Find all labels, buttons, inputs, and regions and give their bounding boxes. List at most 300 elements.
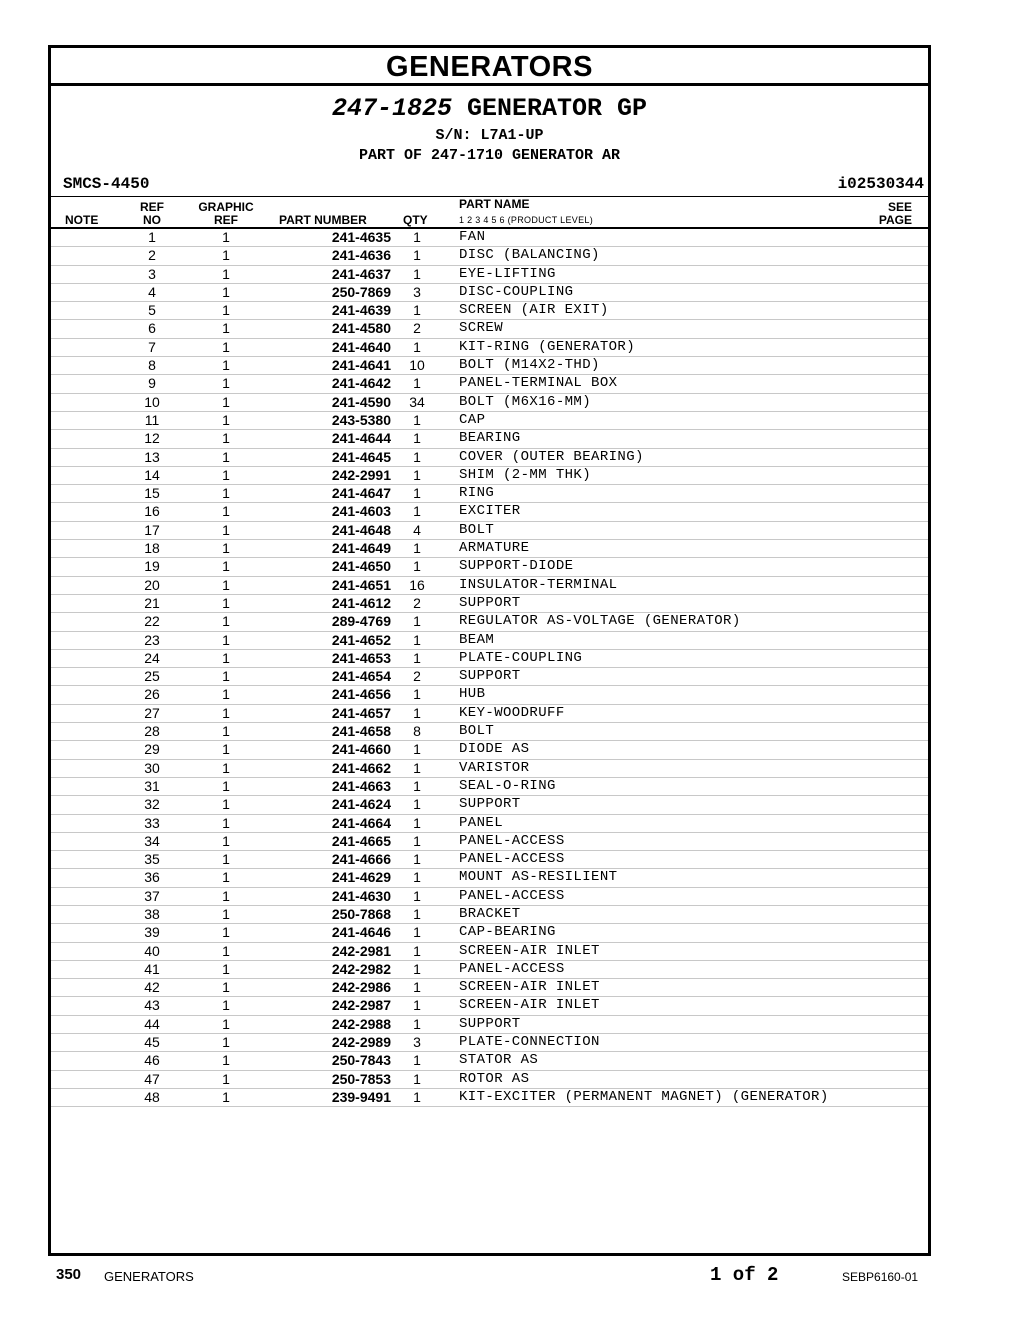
quantity: 1 [413, 869, 421, 886]
quantity: 1 [413, 1052, 421, 1069]
quantity: 1 [413, 448, 421, 465]
header-see-bottom: PAGE [878, 213, 912, 227]
table-row [51, 430, 928, 448]
quantity: 1 [413, 924, 421, 941]
table-row [51, 668, 928, 686]
part-name: KIT-RING (GENERATOR) [459, 338, 636, 355]
table-row [51, 1089, 928, 1107]
ref-number: 41 [144, 960, 160, 977]
quantity: 1 [413, 466, 421, 483]
part-name: PANEL-ACCESS [459, 960, 565, 977]
ref-number: 46 [144, 1052, 160, 1069]
ref-number: 42 [144, 979, 160, 996]
table-row [51, 979, 928, 997]
graphic-ref: 1 [222, 723, 230, 740]
part-number: 241-4629 [331, 869, 391, 886]
ref-number: 10 [144, 393, 160, 410]
quantity: 1 [413, 777, 421, 794]
graphic-ref: 1 [222, 777, 230, 794]
group-name: GENERATOR GP [467, 94, 648, 123]
part-name: ARMATURE [459, 540, 530, 557]
ref-number: 12 [144, 430, 160, 447]
table-row [51, 1016, 928, 1034]
graphic-ref: 1 [222, 485, 230, 502]
graphic-ref: 1 [222, 393, 230, 410]
part-number: 241-4650 [331, 558, 391, 575]
quantity: 1 [413, 375, 421, 392]
part-number: 241-4654 [331, 668, 391, 685]
part-number: 241-4624 [331, 796, 391, 813]
table-row [51, 943, 928, 961]
quantity: 1 [413, 851, 421, 868]
ref-number: 19 [144, 558, 160, 575]
quantity: 1 [413, 265, 421, 282]
graphic-ref: 1 [222, 759, 230, 776]
part-number: 241-4603 [331, 503, 391, 520]
table-row [51, 815, 928, 833]
graphic-ref: 1 [222, 741, 230, 758]
table-row [51, 375, 928, 393]
part-number: 242-2991 [331, 466, 391, 483]
graphic-ref: 1 [222, 796, 230, 813]
ref-number: 5 [148, 302, 156, 319]
part-number: 241-4647 [331, 485, 391, 502]
ref-number: 8 [148, 357, 156, 374]
quantity: 1 [413, 430, 421, 447]
part-name: DISC (BALANCING) [459, 247, 600, 264]
header-qty: QTY [403, 213, 428, 227]
part-name: SCREEN-AIR INLET [459, 997, 600, 1014]
part-number: 241-4641 [331, 357, 391, 374]
part-number: 241-4645 [331, 448, 391, 465]
table-row [51, 686, 928, 704]
ref-number: 9 [148, 375, 156, 392]
ref-number: 47 [144, 1070, 160, 1087]
part-name: SUPPORT [459, 1015, 521, 1032]
part-name: SCREEN-AIR INLET [459, 942, 600, 959]
graphic-ref: 1 [222, 1088, 230, 1105]
parts-table-body [51, 229, 928, 1107]
info-id: i02530344 [837, 175, 924, 193]
graphic-ref: 1 [222, 1052, 230, 1069]
ref-number: 22 [144, 613, 160, 630]
ref-number: 2 [148, 247, 156, 264]
graphic-ref: 1 [222, 686, 230, 703]
quantity: 16 [409, 576, 425, 593]
quantity: 8 [413, 723, 421, 740]
quantity: 1 [413, 997, 421, 1014]
part-name: PANEL [459, 814, 504, 831]
part-name: MOUNT AS-RESILIENT [459, 869, 618, 886]
footer-page-number: 350 [56, 1266, 82, 1283]
part-name: DISC-COUPLING [459, 283, 574, 300]
part-number: 241-4639 [331, 302, 391, 319]
quantity: 1 [413, 338, 421, 355]
quantity: 2 [413, 668, 421, 685]
table-row [51, 339, 928, 357]
ref-number: 16 [144, 503, 160, 520]
part-name: EXCITER [459, 503, 521, 520]
graphic-ref: 1 [222, 521, 230, 538]
part-name: BOLT (M14X2-THD) [459, 357, 600, 374]
table-row [51, 247, 928, 265]
document-frame [48, 45, 931, 1256]
graphic-ref: 1 [222, 430, 230, 447]
ref-number: 48 [144, 1088, 160, 1105]
graphic-ref: 1 [222, 704, 230, 721]
ref-number: 40 [144, 942, 160, 959]
part-number: 241-4666 [331, 851, 391, 868]
header-ref-top: REF [140, 200, 164, 214]
table-row [51, 558, 928, 576]
graphic-ref: 1 [222, 302, 230, 319]
part-name: SUPPORT [459, 796, 521, 813]
part-number: 241-4662 [331, 759, 391, 776]
group-title [51, 95, 928, 123]
part-name: BOLT [459, 521, 495, 538]
table-row [51, 284, 928, 302]
part-name: BEAM [459, 631, 495, 648]
part-name: INSULATOR-TERMINAL [459, 576, 618, 593]
part-name: SHIM (2-MM THK) [459, 466, 592, 483]
graphic-ref: 1 [222, 960, 230, 977]
table-row [51, 449, 928, 467]
part-number: 241-4635 [331, 229, 391, 245]
part-number: 241-4653 [331, 649, 391, 666]
table-row [51, 595, 928, 613]
table-row [51, 705, 928, 723]
quantity: 1 [413, 229, 421, 245]
part-number: 241-4636 [331, 247, 391, 264]
part-name: DIODE AS [459, 741, 530, 758]
part-number: 241-4663 [331, 777, 391, 794]
group-number: 247-1825 [331, 94, 452, 123]
part-number: 242-2986 [331, 979, 391, 996]
ref-number: 33 [144, 814, 160, 831]
table-row [51, 394, 928, 412]
part-name: CAP [459, 411, 486, 428]
part-number: 241-4642 [331, 375, 391, 392]
ref-number: 25 [144, 668, 160, 685]
part-number: 241-4657 [331, 704, 391, 721]
ref-number: 28 [144, 723, 160, 740]
ref-number: 29 [144, 741, 160, 758]
part-name: SEAL-O-RING [459, 777, 556, 794]
part-number: 250-7869 [331, 283, 391, 300]
table-row [51, 357, 928, 375]
header-ref-bottom: NO [143, 213, 161, 227]
quantity: 1 [413, 631, 421, 648]
graphic-ref: 1 [222, 338, 230, 355]
part-name: STATOR AS [459, 1052, 539, 1069]
graphic-ref: 1 [222, 283, 230, 300]
table-row [51, 906, 928, 924]
part-number: 241-4658 [331, 723, 391, 740]
part-number: 241-4630 [331, 887, 391, 904]
table-row [51, 796, 928, 814]
graphic-ref: 1 [222, 540, 230, 557]
part-name: RING [459, 485, 495, 502]
quantity: 1 [413, 759, 421, 776]
quantity: 1 [413, 540, 421, 557]
table-row [51, 229, 928, 247]
code-line [51, 172, 928, 196]
ref-number: 13 [144, 448, 160, 465]
part-number: 250-7868 [331, 905, 391, 922]
table-row [51, 302, 928, 320]
part-name: FAN [459, 229, 486, 245]
graphic-ref: 1 [222, 814, 230, 831]
ref-number: 3 [148, 265, 156, 282]
quantity: 1 [413, 1088, 421, 1105]
part-name: PANEL-ACCESS [459, 887, 565, 904]
part-name: PANEL-TERMINAL BOX [459, 375, 618, 392]
ref-number: 35 [144, 851, 160, 868]
part-number: 242-2989 [331, 1034, 391, 1051]
table-row [51, 632, 928, 650]
part-name: ROTOR AS [459, 1070, 530, 1087]
part-name: SUPPORT [459, 594, 521, 611]
part-of-line: PART OF 247-1710 GENERATOR AR [358, 147, 621, 164]
header-part-number: PART NUMBER [279, 213, 367, 227]
quantity: 1 [413, 814, 421, 831]
graphic-ref: 1 [222, 247, 230, 264]
ref-number: 21 [144, 594, 160, 611]
part-name: SUPPORT [459, 668, 521, 685]
ref-number: 37 [144, 887, 160, 904]
quantity: 1 [413, 649, 421, 666]
header-graphic-top: GRAPHIC [198, 200, 254, 214]
part-name: COVER (OUTER BEARING) [459, 448, 644, 465]
part-number: 242-2982 [331, 960, 391, 977]
quantity: 1 [413, 302, 421, 319]
quantity: 1 [413, 796, 421, 813]
graphic-ref: 1 [222, 1034, 230, 1051]
part-number: 289-4769 [331, 613, 391, 630]
part-name: KEY-WOODRUFF [459, 704, 565, 721]
quantity: 2 [413, 594, 421, 611]
graphic-ref: 1 [222, 1015, 230, 1032]
part-name: PLATE-CONNECTION [459, 1034, 600, 1051]
quantity: 1 [413, 979, 421, 996]
quantity: 34 [409, 393, 425, 410]
ref-number: 44 [144, 1015, 160, 1032]
ref-number: 30 [144, 759, 160, 776]
quantity: 4 [413, 521, 421, 538]
graphic-ref: 1 [222, 979, 230, 996]
graphic-ref: 1 [222, 924, 230, 941]
part-number: 241-4648 [331, 521, 391, 538]
part-number: 241-4646 [331, 924, 391, 941]
ref-number: 32 [144, 796, 160, 813]
table-row [51, 1071, 928, 1089]
table-row [51, 266, 928, 284]
part-name: SCREW [459, 320, 504, 337]
quantity: 1 [413, 887, 421, 904]
ref-number: 20 [144, 576, 160, 593]
quantity: 1 [413, 558, 421, 575]
part-number: 239-9491 [331, 1088, 391, 1105]
table-row [51, 888, 928, 906]
table-row [51, 997, 928, 1015]
ref-number: 45 [144, 1034, 160, 1051]
smcs-code: SMCS-4450 [63, 175, 150, 193]
table-row [51, 650, 928, 668]
quantity: 1 [413, 247, 421, 264]
graphic-ref: 1 [222, 594, 230, 611]
table-header [51, 196, 928, 229]
ref-number: 26 [144, 686, 160, 703]
part-number: 242-2981 [331, 942, 391, 959]
table-row [51, 320, 928, 338]
part-name: PANEL-ACCESS [459, 851, 565, 868]
part-number: 250-7853 [331, 1070, 391, 1087]
part-name: KIT-EXCITER (PERMANENT MAGNET) (GENERATOR) [459, 1088, 829, 1105]
ref-number: 7 [148, 338, 156, 355]
graphic-ref: 1 [222, 832, 230, 849]
graphic-ref: 1 [222, 887, 230, 904]
graphic-ref: 1 [222, 229, 230, 245]
part-name: BEARING [459, 430, 521, 447]
graphic-ref: 1 [222, 668, 230, 685]
table-row [51, 467, 928, 485]
quantity: 1 [413, 411, 421, 428]
table-row [51, 1052, 928, 1070]
table-row [51, 851, 928, 869]
graphic-ref: 1 [222, 411, 230, 428]
quantity: 1 [413, 905, 421, 922]
part-number: 241-4644 [331, 430, 391, 447]
quantity: 1 [413, 1015, 421, 1032]
quantity: 1 [413, 832, 421, 849]
quantity: 2 [413, 320, 421, 337]
part-name: REGULATOR AS-VOLTAGE (GENERATOR) [459, 613, 741, 630]
table-row [51, 778, 928, 796]
quantity: 1 [413, 686, 421, 703]
part-number: 241-4580 [331, 320, 391, 337]
page-footer [0, 1264, 1020, 1288]
table-row [51, 503, 928, 521]
part-name: PLATE-COUPLING [459, 649, 583, 666]
table-row [51, 760, 928, 778]
ref-number: 27 [144, 704, 160, 721]
part-name: HUB [459, 686, 486, 703]
graphic-ref: 1 [222, 851, 230, 868]
table-row [51, 741, 928, 759]
graphic-ref: 1 [222, 613, 230, 630]
graphic-ref: 1 [222, 357, 230, 374]
part-name: BRACKET [459, 905, 521, 922]
graphic-ref: 1 [222, 631, 230, 648]
graphic-ref: 1 [222, 466, 230, 483]
part-number: 241-4590 [331, 393, 391, 410]
header-see-top: SEE [887, 200, 912, 214]
graphic-ref: 1 [222, 448, 230, 465]
quantity: 1 [413, 485, 421, 502]
ref-number: 39 [144, 924, 160, 941]
ref-number: 14 [144, 466, 160, 483]
part-name: VARISTOR [459, 759, 530, 776]
graphic-ref: 1 [222, 1070, 230, 1087]
part-number: 241-4640 [331, 338, 391, 355]
quantity: 3 [413, 1034, 421, 1051]
ref-number: 34 [144, 832, 160, 849]
quantity: 3 [413, 283, 421, 300]
footer-page-of: 1 of 2 [710, 1264, 779, 1286]
header-product-level: 1 2 3 4 5 6 (PRODUCT LEVEL) [459, 215, 593, 225]
part-number: 241-4649 [331, 540, 391, 557]
graphic-ref: 1 [222, 375, 230, 392]
quantity: 1 [413, 704, 421, 721]
quantity: 1 [413, 741, 421, 758]
ref-number: 24 [144, 649, 160, 666]
header-graphic-bottom: REF [214, 213, 238, 227]
footer-section: GENERATORS [104, 1269, 194, 1284]
ref-number: 38 [144, 905, 160, 922]
ref-number: 6 [148, 320, 156, 337]
ref-number: 4 [148, 283, 156, 300]
part-number: 242-2988 [331, 1015, 391, 1032]
serial-number: S/N: L7A1-UP [435, 127, 544, 144]
part-number: 250-7843 [331, 1052, 391, 1069]
quantity: 1 [413, 960, 421, 977]
part-number: 241-4660 [331, 741, 391, 758]
section-title: GENERATORS [51, 48, 928, 86]
graphic-ref: 1 [222, 265, 230, 282]
ref-number: 17 [144, 521, 160, 538]
table-row [51, 723, 928, 741]
graphic-ref: 1 [222, 869, 230, 886]
ref-number: 31 [144, 777, 160, 794]
table-row [51, 924, 928, 942]
ref-number: 23 [144, 631, 160, 648]
part-name: EYE-LIFTING [459, 265, 556, 282]
graphic-ref: 1 [222, 649, 230, 666]
part-number: 241-4651 [331, 576, 391, 593]
table-row [51, 412, 928, 430]
part-number: 241-4665 [331, 832, 391, 849]
part-name: PANEL-ACCESS [459, 832, 565, 849]
table-row [51, 577, 928, 595]
graphic-ref: 1 [222, 320, 230, 337]
part-name: BOLT (M6X16-MM) [459, 393, 592, 410]
table-row [51, 961, 928, 979]
ref-number: 43 [144, 997, 160, 1014]
part-number: 242-2987 [331, 997, 391, 1014]
part-name: BOLT [459, 723, 495, 740]
part-name: SUPPORT-DIODE [459, 558, 574, 575]
ref-number: 1 [148, 229, 156, 245]
table-row [51, 869, 928, 887]
table-row [51, 485, 928, 503]
quantity: 1 [413, 503, 421, 520]
header-part-name: PART NAME [459, 197, 530, 211]
ref-number: 15 [144, 485, 160, 502]
part-number: 241-4664 [331, 814, 391, 831]
part-name: SCREEN-AIR INLET [459, 979, 600, 996]
footer-doc-id: SEBP6160-01 [842, 1270, 919, 1284]
graphic-ref: 1 [222, 997, 230, 1014]
table-row [51, 833, 928, 851]
quantity: 10 [409, 357, 425, 374]
ref-number: 18 [144, 540, 160, 557]
graphic-ref: 1 [222, 942, 230, 959]
graphic-ref: 1 [222, 576, 230, 593]
part-number: 241-4652 [331, 631, 391, 648]
table-row [51, 613, 928, 631]
quantity: 1 [413, 613, 421, 630]
part-number: 243-5380 [331, 411, 391, 428]
